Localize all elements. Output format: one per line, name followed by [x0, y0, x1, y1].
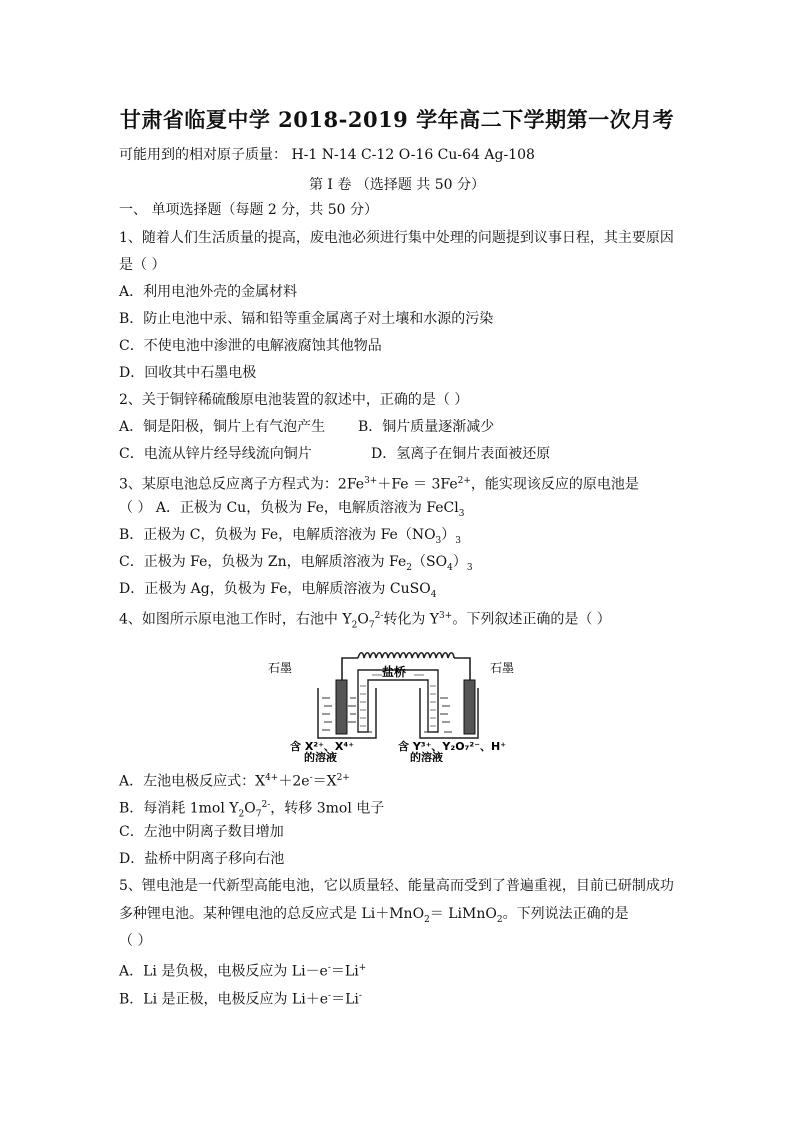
q3-option-a: （ ） A．正极为 Cu，负极为 Fe，电解质溶液为 FeCl$_3$: [119, 500, 465, 519]
q5-option-b: B．Li 是正极，电极反应为 Li＋e-＝Li-: [119, 991, 362, 1008]
q1-option-d: D．回收其中石墨电极: [119, 365, 257, 381]
page-title: 甘肃省临夏中学 2018-2019 学年高二下学期第一次月考: [119, 107, 675, 132]
q5-stem-line3: （ ）: [119, 933, 152, 949]
salt-bridge-tube: [358, 670, 438, 732]
left-solution-label: 含 X²⁺、X⁴⁺: [290, 740, 355, 753]
left-solution-label-2: 的溶液: [304, 751, 337, 762]
q1-stem-line2: 是（ ）: [119, 257, 166, 273]
q4-stem: 4、如图所示原电池工作时，右池中 $Y_2O_7^{2-}$转化为 $Y^{3+}$。下列叙述正确的是（ ）: [119, 611, 611, 631]
q2-option-c: C．电流从锌片经导线流向铜片: [119, 446, 312, 462]
right-electrode-label: 石墨: [490, 661, 515, 675]
q5-stem-line1: 5、锂电池是一代新型高能电池，它以质量轻、能量高而受到了普遍重视，目前已研制成功: [119, 878, 674, 894]
left-graphite-electrode: [336, 680, 347, 734]
q5-stem-line2: 多种锂电池。某种锂电池的总反应式是 Li＋MnO$_2$＝ LiMnO$_2$。下列说法正确的是: [119, 906, 629, 925]
left-electrode-label: 石墨: [268, 661, 293, 675]
right-solution-label-2: 的溶液: [410, 751, 443, 762]
q5-option-a: A．Li 是负极，电极反应为 Li－e-＝Li+: [119, 963, 367, 980]
q1-option-b: B．防止电池中汞、镉和铅等重金属离子对土壤和水源的污染: [119, 311, 494, 327]
atomic-masses-note: 可能用到的相对原子质量： H-1 N-14 C-12 O-16 Cu-64 Ag-108: [119, 147, 535, 163]
q4-option-a: A．左池电极反应式：$X^{4+}+2e^-=X^{2+}$: [119, 773, 350, 790]
salt-bridge-label: 盐桥: [382, 665, 407, 679]
q4-option-c: C．左池中阴离子数目增加: [119, 824, 284, 840]
right-graphite-electrode: [464, 680, 475, 734]
q2-option-b: B．铜片质量逐渐减少: [358, 419, 495, 435]
q2-option-a: A．铜是阳极，铜片上有气泡产生: [119, 419, 326, 435]
q4-option-b: B．每消耗 1mol $Y_2O_7^{2-}$，转移 3mol 电子: [119, 800, 385, 820]
part-title: 一、 单项选择题（每题 2 分，共 50 分）: [119, 202, 378, 218]
q1-stem-line1: 1、随着人们生活质量的提高，废电池必须进行集中处理的问题提到议事日程，其主要原因: [119, 230, 674, 246]
q3-option-c: C．正极为 Fe，负极为 Zn，电解质溶液为 $Fe_2(SO_4)_3$: [119, 554, 473, 573]
q3-stem: 3、某原电池总反应离子方程式为：$2Fe^{3+}+Fe = 3Fe^{2+}$，能实现该反应的原电池是: [119, 476, 639, 493]
salt-bridge-fill: [360, 675, 436, 726]
galvanic-cell-diagram: [268, 646, 528, 762]
q2-option-d: D．氢离子在铜片表面被还原: [371, 446, 551, 462]
section-title: 第 I 卷 （选择题 共 50 分）: [308, 177, 486, 193]
right-solution-label: 含 Y³⁺、Y₂O₇²⁻、H⁺: [398, 740, 507, 753]
q3-option-b: B．正极为 C，负极为 Fe，电解质溶液为 $Fe(NO_3)_3$: [119, 527, 462, 546]
q3-option-d: D．正极为 Ag，负极为 Fe，电解质溶液为 CuSO$_4$: [119, 581, 437, 600]
q1-option-c: C．不使电池中渗泄的电解液腐蚀其他物品: [119, 338, 382, 354]
q1-option-a: A．利用电池外壳的金属材料: [119, 284, 298, 300]
q2-stem: 2、关于铜锌稀硫酸原电池装置的叙述中，正确的是（ ）: [119, 392, 469, 408]
q4-option-d: D．盐桥中阴离子移向右池: [119, 851, 285, 867]
